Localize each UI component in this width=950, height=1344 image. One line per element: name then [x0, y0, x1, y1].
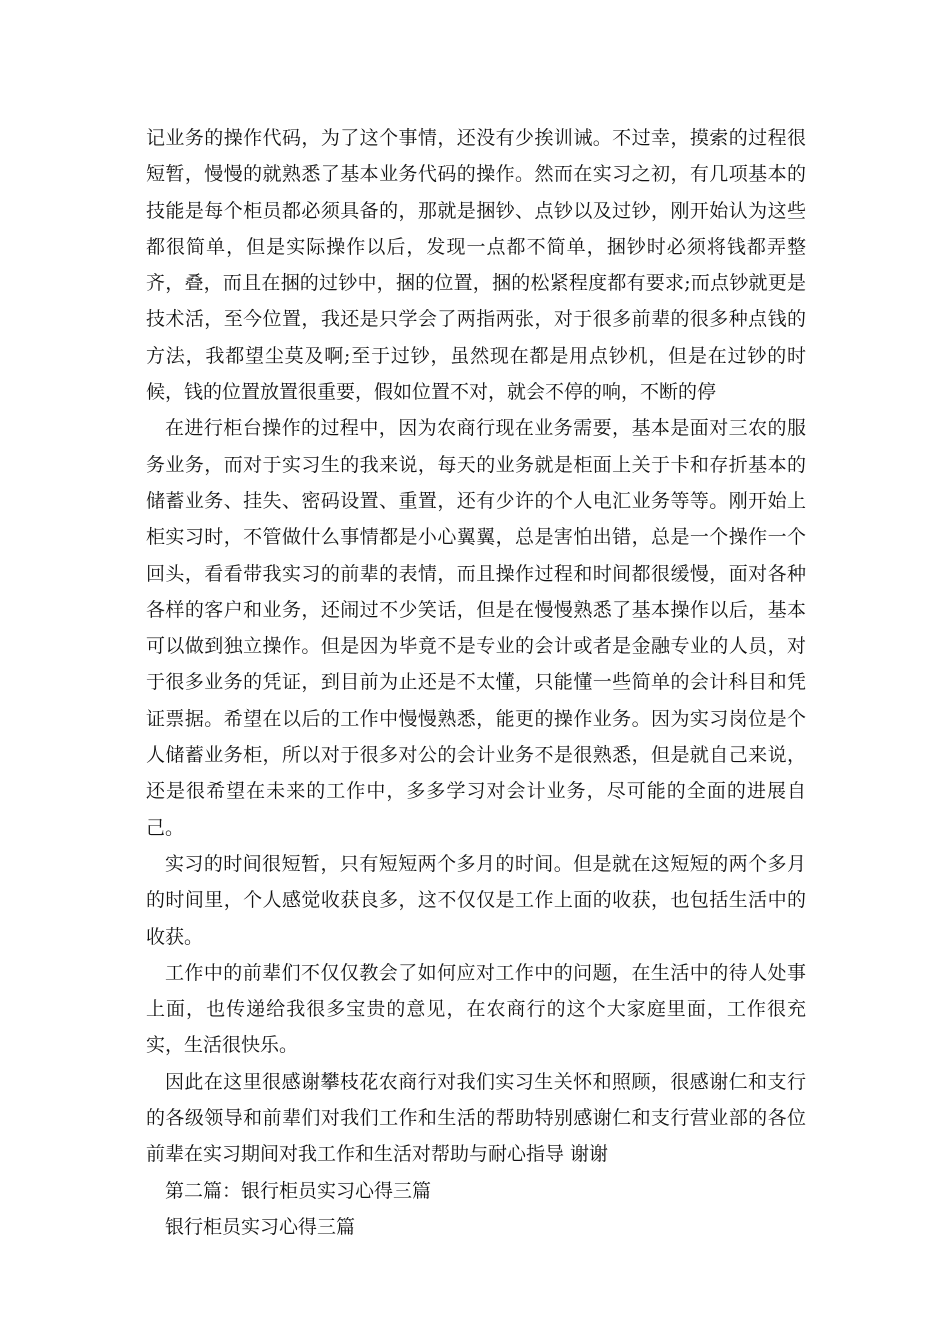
section-subheading: 银行柜员实习心得三篇 [165, 1215, 356, 1238]
paragraph: 记业务的操作代码，为了这个事情，还没有少挨训诫。不过幸，摸索的过程很短暂，慢慢的就熟悉了基本业务代码的操作。然而在实习之初，有几项基本的技能是每个柜员都必须具备的，那就是捆钞、点钞以及过钞，刚开始认为这些都很简单，但是实际操作以后，发现一点都不简单，捆钞时必须将钱都弄整齐，叠，而且在捆的过钞中，捆的位置，捆的松紧程度都有要求;而点钞就更是技术活，至今位置，我还是只学会了两指两张，对于很多前辈的很多种点钱的方法，我都望尘莫及啊;至于过钞，虽然现在都是用点钞机，但是在过钞的时候，钱的位置放置很重要，假如位置不对，就会不停的响，不断的停 [146, 127, 806, 404]
paragraph: 工作中的前辈们不仅仅教会了如何应对工作中的问题，在生活中的待人处事上面，也传递给我很多宝贵的意见，在农商行的这个大家庭里面，工作很充实，生活很快乐。 [146, 961, 806, 1057]
section-heading: 第二篇：银行柜员实习心得三篇 [165, 1179, 432, 1202]
paragraph: 在进行柜台操作的过程中，因为农商行现在业务需要，基本是面对三农的服务业务，而对于实习生的我来说，每天的业务就是柜面上关于卡和存折基本的储蓄业务、挂失、密码设置、重置，还有少许的个人电汇业务等等。刚开始上柜实习时，不管做什么事情都是小心翼翼，总是害怕出错，总是一个操作一个回头，看看带我实习的前辈的表情，而且操作过程和时间都很缓慢，面对各种各样的客户和业务，还闹过不少笑话，但是在慢慢熟悉了基本操作以后，基本可以做到独立操作。但是因为毕竟不是专业的会计或者是金融专业的人员，对于很多业务的凭证，到目前为止还是不太懂，只能懂一些简单的会计科目和凭证票据。希望在以后的工作中慢慢熟悉，能更的操作业务。因为实习岗位是个人储蓄业务柜，所以对于很多对公的会计业务不是很熟悉，但是就自己来说，还是很希望在未来的工作中，多多学习对会计业务，尽可能的全面的进展自己。 [146, 417, 806, 839]
document-body [146, 120, 806, 1245]
paragraph: 实习的时间很短暂，只有短短两个多月的时间。但是就在这短短的两个多月的时间里，个人感觉收获良多，这不仅仅是工作上面的收获，也包括生活中的收获。 [146, 852, 806, 948]
paragraph: 因此在这里很感谢攀枝花农商行对我们实习生关怀和照顾，很感谢仁和支行的各级领导和前辈们对我们工作和生活的帮助特别感谢仁和支行营业部的各位前辈在实习期间对我工作和生活对帮助与耐心指导 谢谢 [146, 1070, 806, 1166]
